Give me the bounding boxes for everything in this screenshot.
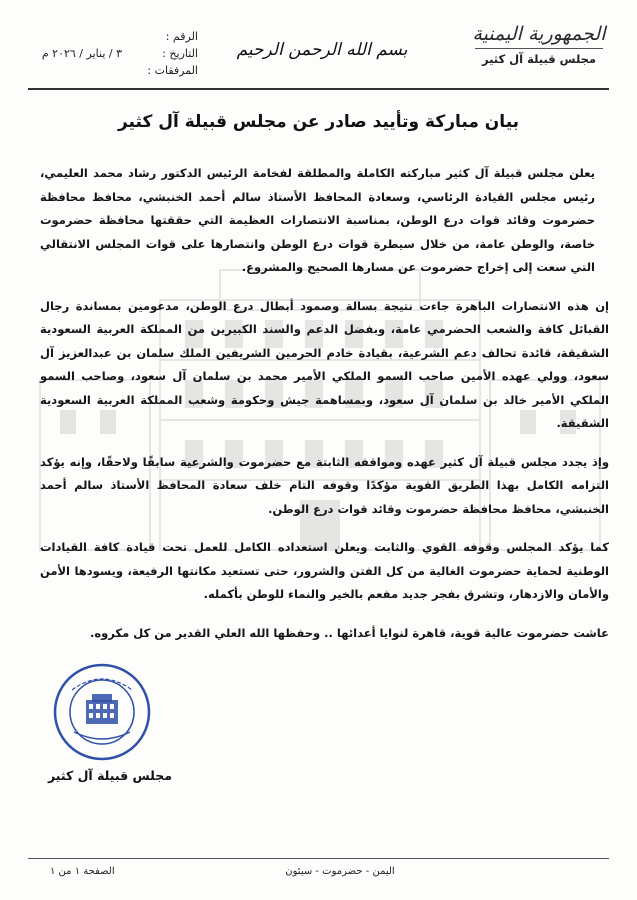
paragraph-5: عاشت حضرموت عالية قوية، قاهرة لنوايا أعدائها .. وحفظها الله العلي القدير من كل مكروه. <box>89 625 609 640</box>
attachments-label: المرفقات : <box>147 64 198 77</box>
date-value: ٣ / يناير / ٢٠٢٦ م <box>41 47 122 60</box>
header-rule <box>28 88 609 90</box>
paragraph-1: يعلن مجلس قبيلة آل كثير مباركته الكاملة والمطلقة لفخامة الرئيس الدكتور رشاد محمد العليمي، رئيس مجلس القيادة الرئاسي، وسعادة المحافظ الأستاذ سالم أحمد الخنبشي، محافظ محافظة حضرموت وقائد قوات درع الوطن، بمناسبة الانتصارات العظيمة التي حققتها محافظة حضرموت خاصة، والوطن عامة، من خلال سيطرة قوات درع الوطن وانتصارها على قوات المجلس الانتقالي التي سعت إلى إخراج حضرموت عن مسارها الصحيح والمشروع. <box>40 166 595 274</box>
paragraph-4: كما يؤكد المجلس وقوفه القوي والثابت ويعلن استعداده الكامل للعمل تحت قيادة كافة القيادات الوطنية لحماية حضرموت الغالية من كل الفتن والشرور، حتى تستعيد مكانتها الرفيعة، ويسودها الأمن والأمان والازدهار، وتشرق بفجر جديد مفعم بالخير والنماء للوطن بأكمله. <box>40 540 609 601</box>
meta-row-date <box>38 45 198 62</box>
official-stamp <box>52 662 152 762</box>
number-value <box>38 28 128 45</box>
attachments-value <box>38 62 128 79</box>
reference-block <box>38 28 198 79</box>
letterhead-right <box>469 22 609 66</box>
paragraph-2: إن هذه الانتصارات الباهرة جاءت نتيجة بسالة وصمود أبطال درع الوطن، مدعومين بمساندة رجال القبائل كافة والشعب الحضرمي عامة، وبفضل الدعم والسند الكبيرين من المملكة العربية السعودية الشقيقة، قائدة تحالف دعم الشرعية، بقيادة خادم الحرمين الشريفين الملك سلمان بن عبدالعزيز آل سعود، وولي عهده الأمين صاحب السمو الملكي الأمير محمد بن سلمان آل سعود، وصاحب السمو الملكي الأمير خالد بن سلمان آل سعود، وبمساهمة جيش وحكومة وشعب المملكة العربية السعودية الشقيقة. <box>40 298 609 430</box>
signature-council: مجلس قبيلة آل كثير <box>47 768 173 783</box>
statement-title: بيان مباركة وتأييد صادر عن مجلس قبيلة آل كثير <box>117 112 520 132</box>
meta-row-number <box>38 28 198 45</box>
meta-row-attachments <box>38 62 198 79</box>
letterhead-divider <box>475 48 603 49</box>
footer-page-number: الصفحة ١ من ١ <box>50 866 115 877</box>
paragraph-3: وإذ يجدد مجلس قبيلة آل كثير عهده ومواقفه الثابتة مع حضرموت والشرعية سابقًا ولاحقًا، وإنه يؤكد التزامه الكامل بهذا الطريق القوية مؤكدًا وقوفه التام خلف سعادة المحافظ الأستاذ سالم أحمد الخنبشي، محافظ محافظة حضرموت وقائد قوات درع الوطن. <box>40 454 609 516</box>
statement-body <box>40 162 609 660</box>
council-name-header: مجلس قبيلة آل كثير <box>481 52 597 66</box>
number-label: الرقم : <box>165 30 198 43</box>
footer-location: اليمن - حضرموت - سيئون <box>285 866 395 877</box>
footer-rule <box>28 858 609 859</box>
republic-name: الجمهورية اليمنية <box>472 23 606 45</box>
date-label: التاريخ : <box>162 47 198 60</box>
basmala: بسم الله الرحمن الرحيم <box>236 40 408 60</box>
